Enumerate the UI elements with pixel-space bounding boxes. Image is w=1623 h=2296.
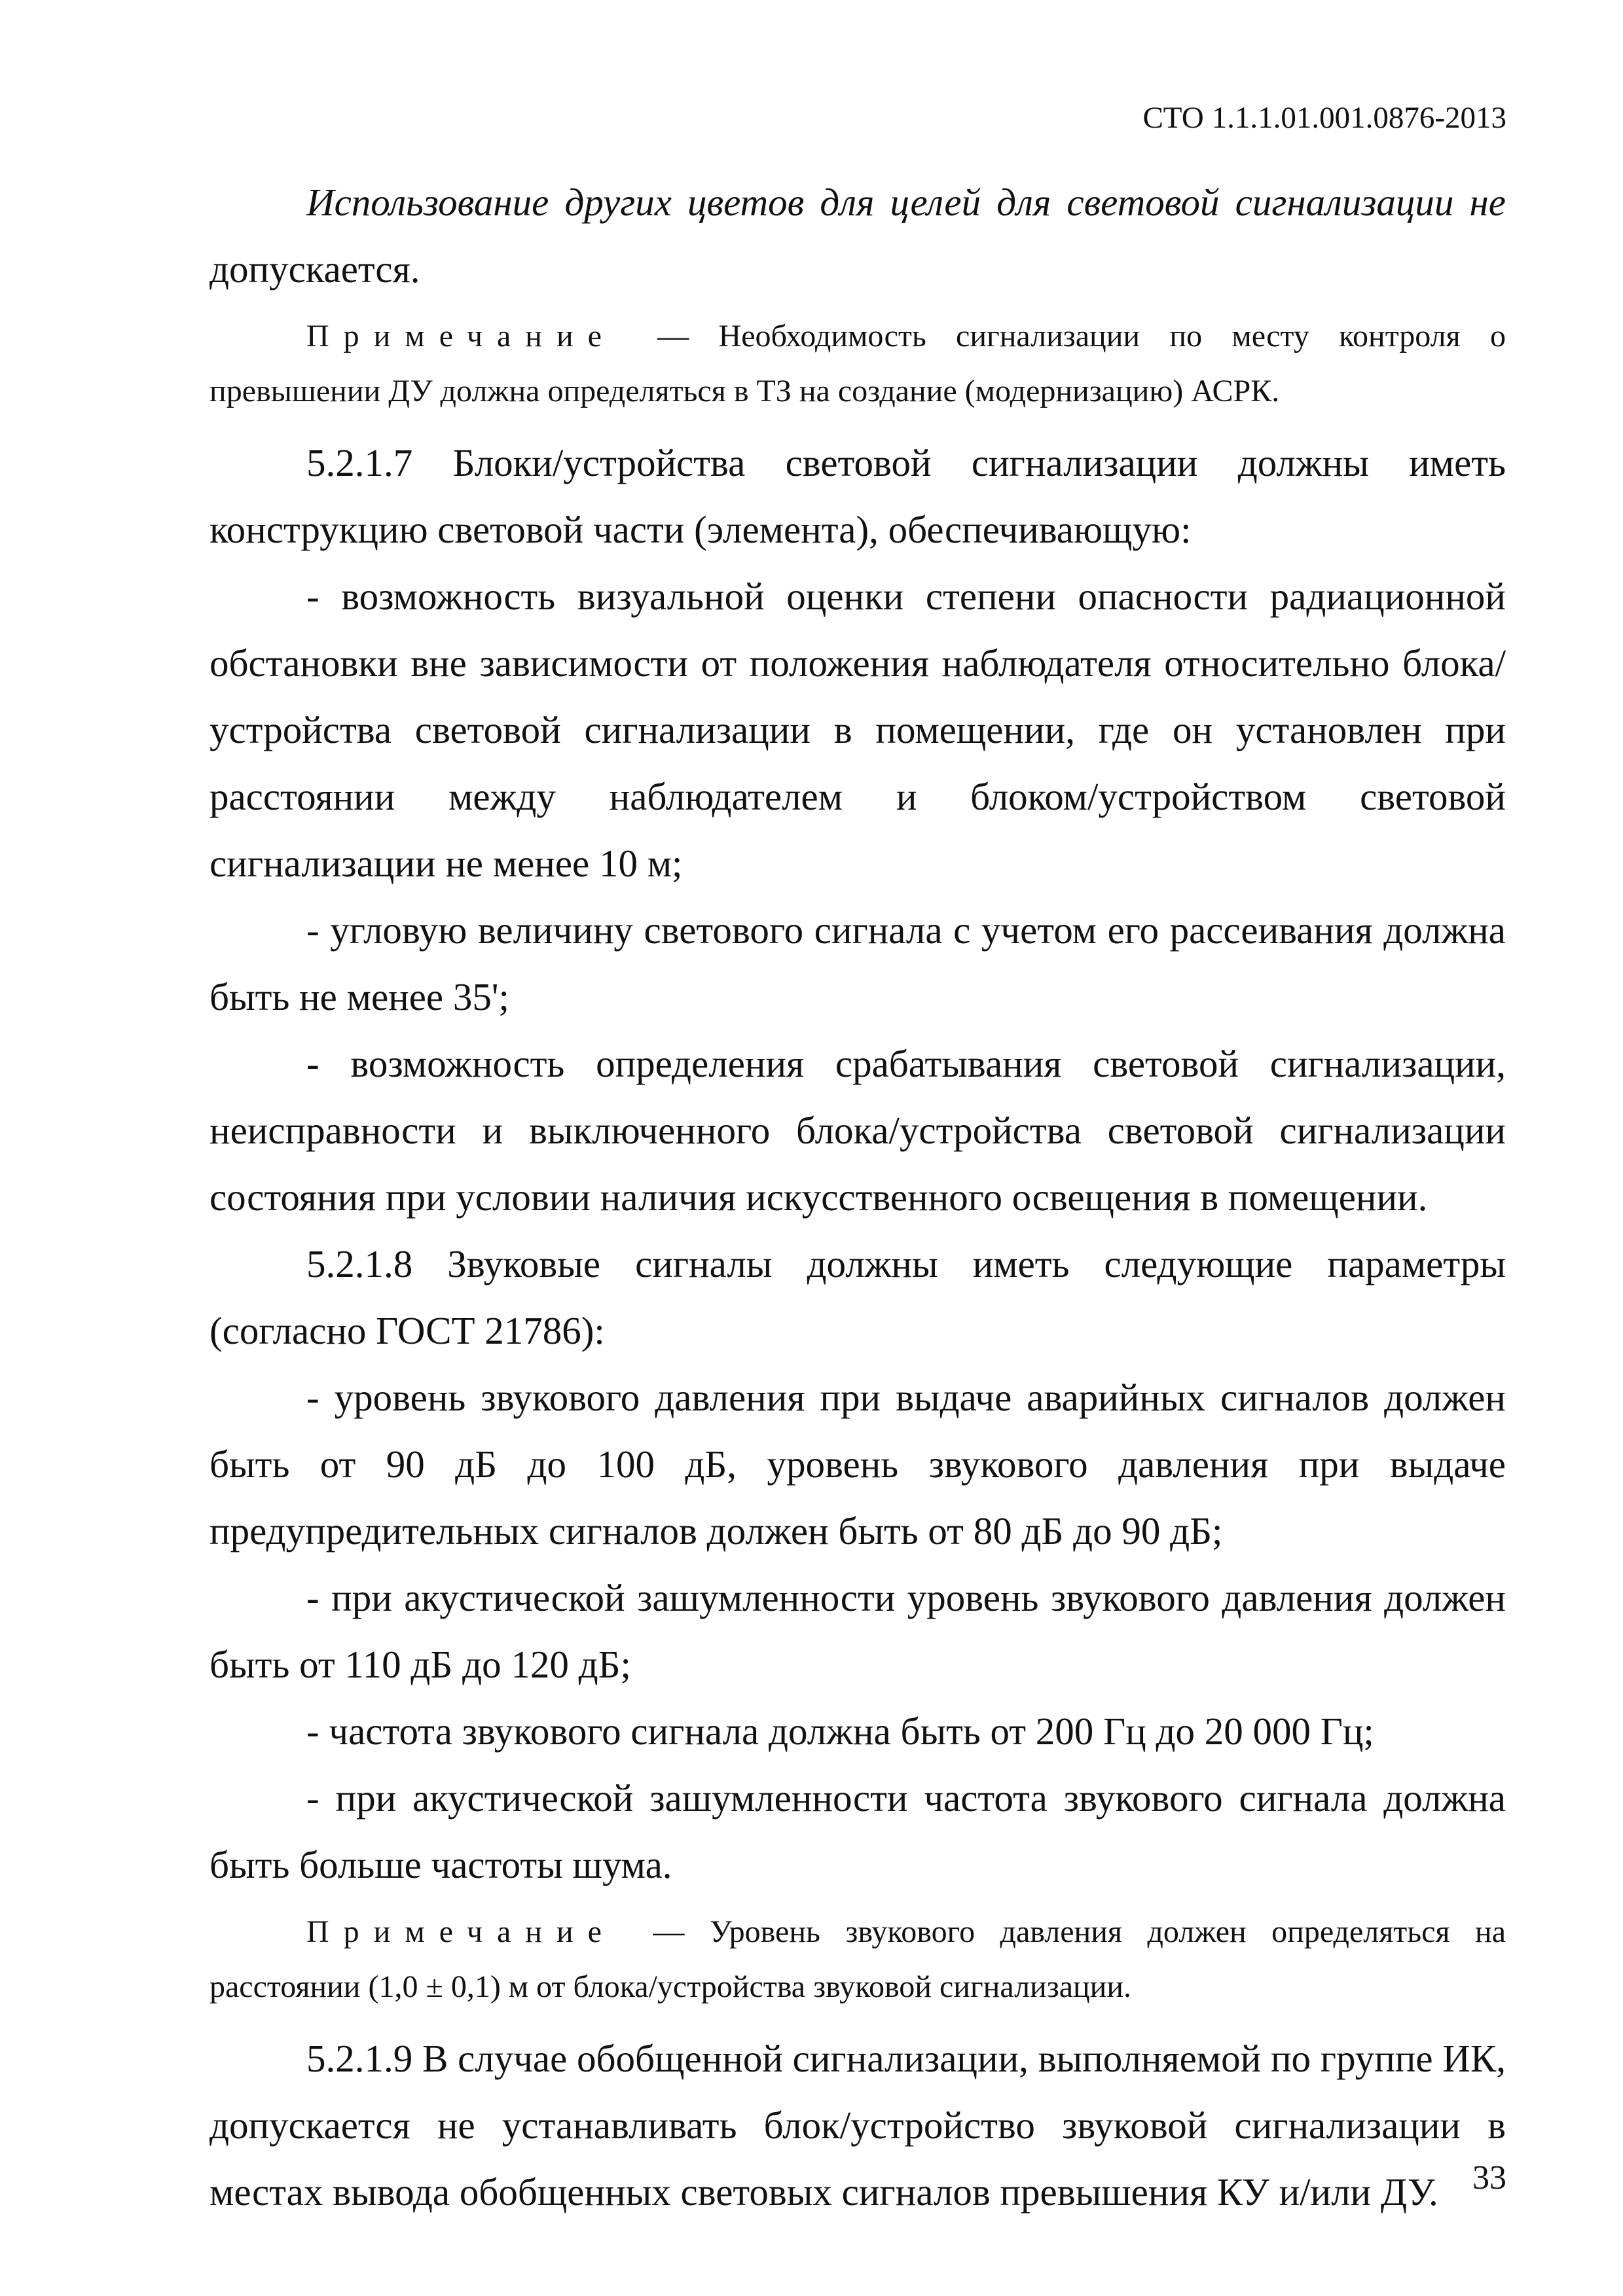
list-item-noisy-pressure: - при акустической зашумленности уровень звукового давления должен быть от 110 дБ до 120 дБ; (210, 1576, 1506, 1686)
note-sound-measurement (210, 1905, 1506, 2015)
list-item-state-detection: - возможность определения срабатывания световой сигнализации, неисправности и выключенного блока/устройства световой сигнализации состояния при условии наличия искусственного освещения в помещении. (210, 1042, 1506, 1219)
note-label: Примечание (306, 1914, 616, 1949)
page-number: 33 (1472, 2159, 1506, 2197)
clause-5-2-1-9: 5.2.1.9 В случае обобщенной сигнализации, выполняемой по группе ИК, допускается не устанавливать блок/устройство звуковой сигнализации в местах вывода обобщенных световых сигналов превышения КУ и/или ДУ. (210, 2037, 1506, 2214)
note-text: — Необходимость сигнализации по месту контроля о превышении ДУ должна определяться в ТЗ на создание (модернизацию) АСРК. (210, 319, 1506, 408)
list-item-noisy-frequency: - при акустической зашумленности частота звукового сигнала должна быть больше частоты шума. (210, 1776, 1506, 1886)
clause-5-2-1-7: 5.2.1.7 Блоки/устройства световой сигнализации должны иметь конструкцию световой части (элемента), обеспечивающую: (210, 441, 1506, 551)
list-item-frequency: - частота звукового сигнала должна быть от 200 Гц до 20 000 Гц; (306, 1710, 1374, 1753)
list-item-sound-pressure: - уровень звукового давления при выдаче аварийных сигналов должен быть от 90 дБ до 100 дБ, уровень звукового давления при выдаче предупредительных сигналов должен быть от 80 дБ до 90 дБ; (210, 1376, 1506, 1552)
paragraph-text-italic: Использование других цветов для целей для световой сигнализации не (306, 181, 1506, 224)
note-label: Примечание (306, 319, 616, 353)
list-item-visual-assessment: - возможность визуальной оценки степени опасности радиационной обстановки вне зависимости от положения наблюдателя относительно блока/устройства световой сигнализации в помещении, где он установлен при расстоянии между наблюдателем и блоком/устройством световой сигнализации не менее 10 м; (210, 575, 1506, 885)
note-text: — Уровень звукового давления должен определяться на расстоянии (1,0 ± 0,1) м от блока/устройства звуковой сигнализации. (210, 1914, 1506, 2004)
note-overlimit-signal (210, 309, 1506, 419)
document-body (210, 169, 1506, 2225)
list-item-angular-size: - угловую величину светового сигнала с учетом его рассеивания должна быть не менее 35'; (210, 908, 1506, 1018)
paragraph-text: допускается. (210, 247, 420, 291)
paragraph-color-restriction (210, 169, 1506, 302)
clause-5-2-1-8: 5.2.1.8 Звуковые сигналы должны иметь следующие параметры (согласно ГОСТ 21786): (210, 1242, 1506, 1352)
document-code: СТО 1.1.1.01.001.0876-2013 (1142, 101, 1506, 135)
